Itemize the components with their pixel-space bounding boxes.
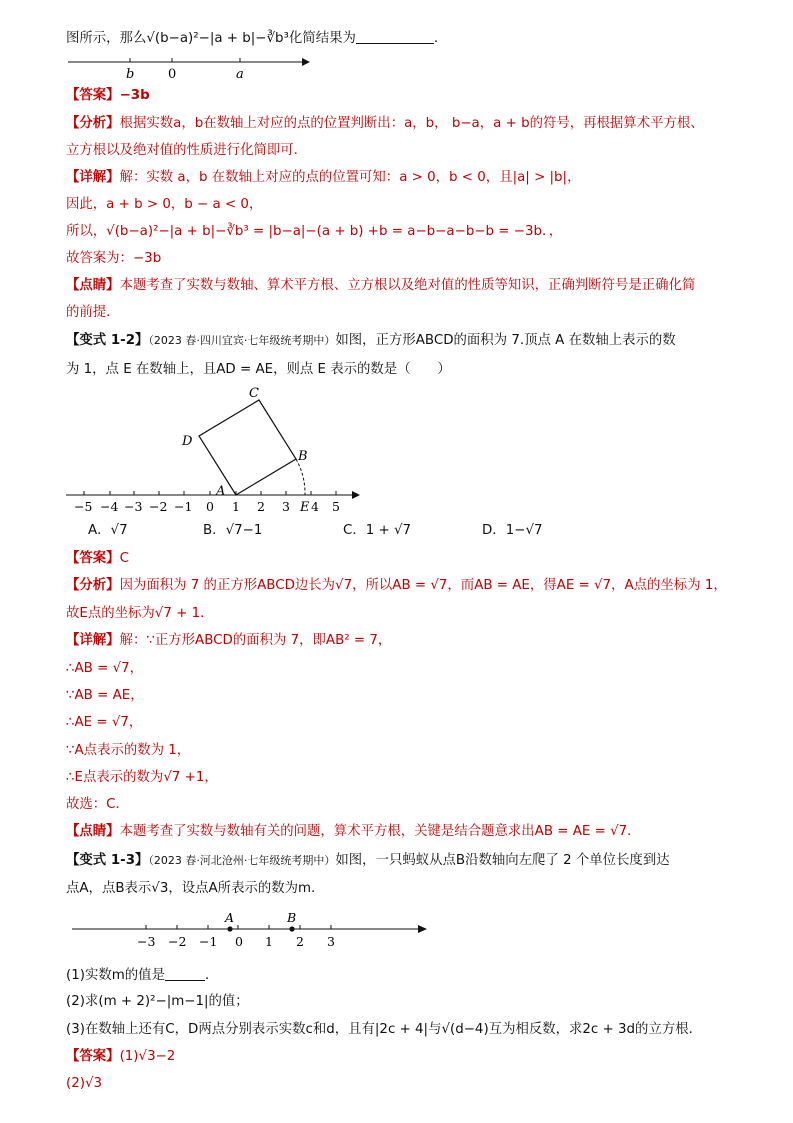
point-label-c: C	[249, 386, 259, 401]
q3-part-2: (2)求(m + 2)²−|m−1|的值；	[66, 994, 249, 1009]
point-b	[289, 926, 294, 931]
tick-minus3: −3	[124, 499, 143, 514]
comment-line-1: 【点睛】本题考查了实数与数轴、算术平方根、立方根以及绝对值的性质等知识，正确判断符号是正确化简	[66, 278, 696, 293]
option-d: D．1−√7	[482, 523, 543, 538]
tick-0: 0	[206, 499, 214, 514]
tick-2: 2	[257, 499, 265, 514]
detail2-line-6: ∴E点表示的数为√7 +1，	[66, 770, 218, 785]
point-label-b: B	[298, 449, 308, 464]
tick-1: 1	[232, 499, 240, 514]
tick3-0: 0	[235, 934, 243, 949]
answer3-line-1: 【答案】(1)√3−2	[66, 1049, 176, 1064]
variant-1-2-stem-2: 为 1，点 E 在数轴上，且AD = AE，则点 E 表示的数是（ ）	[66, 362, 451, 377]
point-label-a3: A	[225, 910, 235, 925]
variant-1-3-stem-1: 【变式 1-3】（2023 春·河北沧州·七年级统考期中）如图，一只蚂蚁从点B沿数轴向左爬了 2 个单位长度到达	[66, 853, 670, 868]
tick-minus5: −5	[74, 499, 93, 514]
tick3-minus1: −1	[199, 934, 218, 949]
label-a: a	[236, 67, 244, 82]
detail2-line-2: ∴AB = √7，	[66, 661, 144, 676]
tick-minus4: −4	[100, 499, 119, 514]
detail2-line-7: 故选：C．	[66, 797, 129, 812]
square-numberline-figure	[60, 384, 370, 519]
tick-minus2: −2	[149, 499, 168, 514]
detail-line-2: 因此，a + b > 0，b − a < 0，	[66, 197, 263, 212]
variant-1-3-stem-2: 点A，点B表示√3，设点A所表示的数为m．	[66, 881, 325, 896]
analysis-line-1: 【分析】根据实数a，b在数轴上对应的点的位置判断出：a，b， b−a，a + b的符号，再根据算术平方根、	[66, 116, 704, 131]
q3-part-1: (1)实数m的值是 ．	[66, 968, 219, 983]
variant-1-2-stem-1: 【变式 1-2】（2023 春·四川宜宾·七年级统考期中）如图，正方形ABCD的面积为 7.顶点 A 在数轴上表示的数	[66, 333, 676, 348]
tick-minus1: −1	[174, 499, 193, 514]
point-label-a: A	[216, 484, 226, 499]
answer-line: 【答案】−3b	[66, 88, 150, 103]
answer-blank	[356, 29, 434, 44]
square-abcd	[199, 400, 296, 495]
analysis2-line-2: 故E点的坐标为√7 + 1．	[66, 606, 214, 621]
point-a	[227, 926, 232, 931]
option-a: A．√7	[88, 523, 128, 538]
tick-3: 3	[282, 499, 290, 514]
detail-line-4: 故答案为：−3b	[66, 251, 162, 266]
tick3-1: 1	[265, 934, 273, 949]
point-label-b3: B	[287, 910, 297, 925]
option-b: B．√7−1	[203, 523, 263, 538]
comment-line-2: 的前提．	[66, 305, 120, 320]
number-line-3	[70, 910, 440, 950]
tick3-3: 3	[327, 934, 335, 949]
answer3-line-2: (2)√3	[66, 1076, 103, 1091]
tick-5: 5	[332, 499, 340, 514]
point-label-d: D	[182, 434, 193, 449]
point-label-e: E	[300, 500, 310, 515]
tick3-2: 2	[296, 934, 304, 949]
arc-be	[296, 459, 305, 495]
comment2-line: 【点睛】本题考查了实数与数轴有关的问题，算术平方根，关键是结合题意求出AB = AE = √7．	[66, 824, 641, 839]
tick3-minus2: −2	[168, 934, 187, 949]
detail2-line-5: ∵A点表示的数为 1，	[66, 743, 191, 758]
answer-line-2: 【答案】C	[66, 551, 129, 566]
label-0: 0	[168, 67, 177, 82]
q3-part-3: (3)在数轴上还有C，D两点分别表示实数c和d，且有|2c + 4|与√(d−4)互为相反数，求2c + 3d的立方根．	[66, 1022, 703, 1037]
detail2-line-3: ∵AB = AE，	[66, 688, 144, 703]
option-c: C．1 + √7	[343, 523, 412, 538]
question-text: 图所示，那么√(b−a)²−|a + b|−∛b³化简结果为 .	[66, 31, 439, 46]
analysis-line-2: 立方根以及绝对值的性质进行化简即可．	[66, 143, 308, 158]
answer-blank-2	[165, 966, 205, 981]
tick3-minus3: −3	[137, 934, 156, 949]
label-b: b	[126, 67, 135, 82]
detail-line-3: 所以，√(b−a)²−|a + b|−∛b³ = |b−a|−(a + b) +b = a−b−a−b−b = −3b．，	[66, 224, 563, 239]
detail2-line-1: 【详解】解：∵正方形ABCD的面积为 7，即AB² = 7，	[66, 633, 392, 648]
tick-4: 4	[311, 499, 319, 514]
detail2-line-4: ∴AE = √7，	[66, 715, 143, 730]
detail-line-1: 【详解】解：实数 a，b 在数轴上对应的点的位置可知：a > 0，b < 0，且|a| > |b|，	[66, 170, 581, 185]
number-line-1	[66, 54, 316, 84]
analysis2-line-1: 【分析】因为面积为 7 的正方形ABCD边长为√7，所以AB = √7，而AB = AE，得AE = √7，A点的坐标为 1，	[66, 578, 727, 593]
